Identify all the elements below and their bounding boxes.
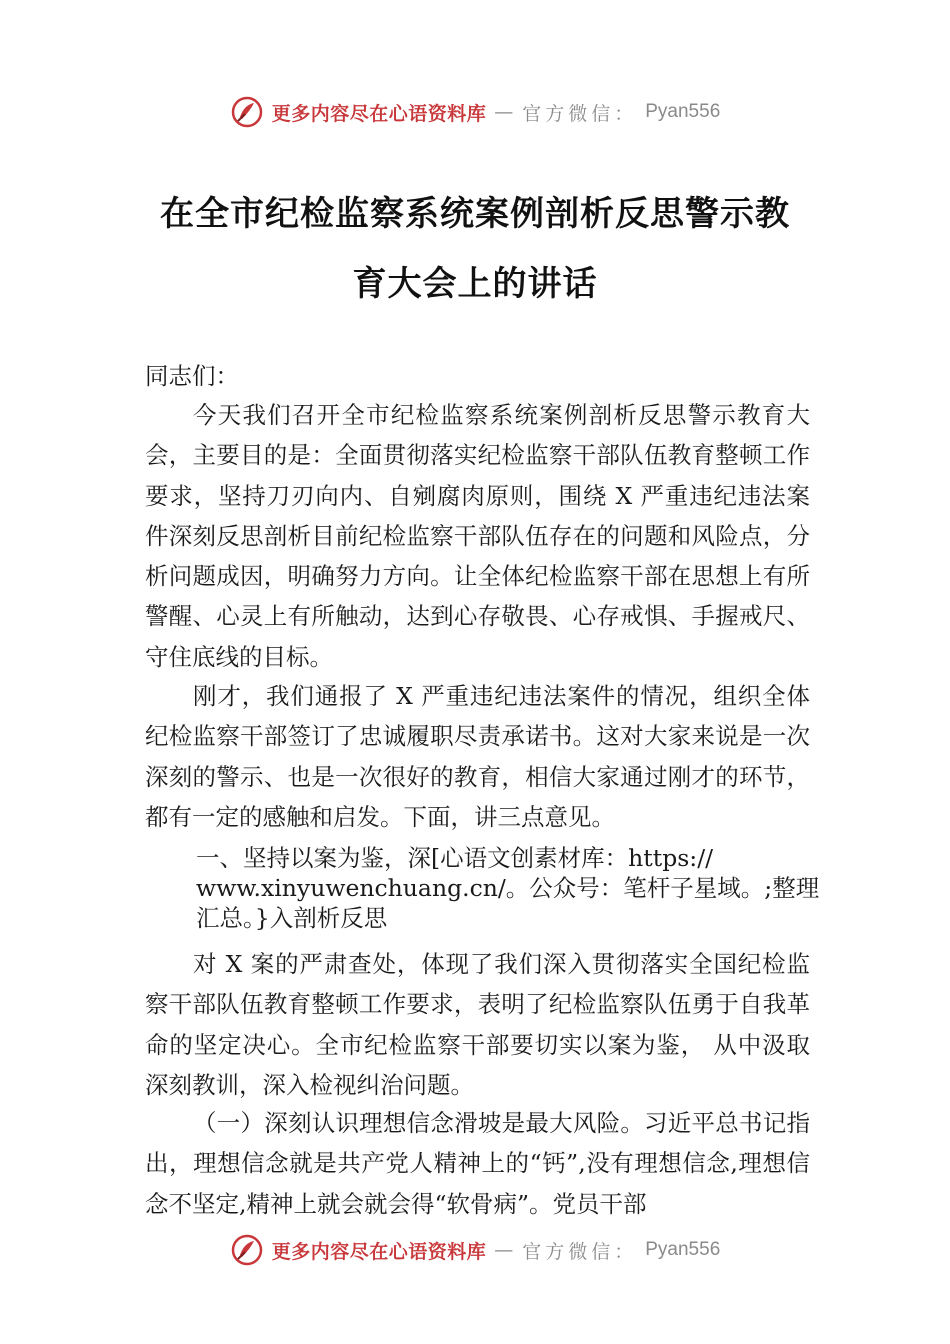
paragraph-second: 刚才，我们通报了 X 严重违纪违法案件的情况，组织全体纪检监察干部签订了忠诚履职尽责承诺书。这对大家来说是一次深刻的警示、也是一次很好的教育，相信大家通过刚才的环节，都有一定的感触和启发。下面，讲三点意见。 bbox=[145, 682, 810, 831]
banner-wechat-id: Pyan556 bbox=[645, 1239, 721, 1260]
banner-wechat-id: Pyan556 bbox=[645, 101, 721, 122]
paragraph-fourth: （一）深刻认识理想信念滑坡是最大风险。习近平总书记指出，理想信念就是共产党人精神上的“钙”,没有理想信念,理想信念不坚定,精神上就会就会得“软骨病”。党员干部 bbox=[145, 1109, 810, 1218]
banner-wechat-label: 官方微信： bbox=[522, 102, 638, 125]
paragraph-third: 对 X 案的严肃查处，体现了我们深入贯彻落实全国纪检监察干部队伍教育整顿工作要求，表明了纪检监察队伍勇于自我革命的坚定决心。全市纪检监察干部要切实以案为鉴， 从中汲取深刻教训，深入检视纠治问题。 bbox=[145, 950, 810, 1099]
brand-logo-icon bbox=[230, 95, 264, 129]
document-title-line2: 育大会上的讲话 bbox=[352, 264, 598, 304]
section-heading-1 bbox=[196, 843, 826, 933]
banner-wechat-label: 官方微信： bbox=[522, 1240, 638, 1263]
banner-text: 更多内容尽在心语资料库 bbox=[271, 102, 487, 125]
greeting: 同志们： bbox=[145, 362, 239, 390]
section-heading-1-line1: 一、坚持以案为鉴，深[心语文创素材库：https:// bbox=[196, 844, 714, 872]
section-heading-1-line3: 汇总。}入剖析反思 bbox=[196, 904, 388, 932]
header-banner bbox=[0, 95, 950, 129]
footer-banner bbox=[0, 1233, 950, 1267]
banner-separator: — bbox=[494, 101, 515, 123]
banner-separator: — bbox=[494, 1239, 515, 1261]
document-title-line1: 在全市纪检监察系统案例剖析反思警示教 bbox=[160, 194, 790, 234]
paragraph-intro: 今天我们召开全市纪检监察系统案例剖析反思警示教育大会，主要目的是：全面贯彻落实纪检监察干部队伍教育整顿工作要求，坚持刀刃向内、自剜腐肉原则，围绕 X 严重违纪违法案件深刻反思剖析目前纪检监察干部队伍存在的问题和风险点，分析问题成因，明确努力方向。让全体纪检监察干部在思想上有所警醒、心灵上有所触动，达到心存敬畏、心存戒惧、手握戒尺、守住底线的目标。 bbox=[145, 401, 810, 671]
brand-logo-icon bbox=[230, 1233, 264, 1267]
banner-text: 更多内容尽在心语资料库 bbox=[271, 1240, 487, 1263]
section-heading-1-line2: www.xinyuwenchuang.cn/。公众号：笔杆子星域。;整理 bbox=[196, 874, 820, 902]
